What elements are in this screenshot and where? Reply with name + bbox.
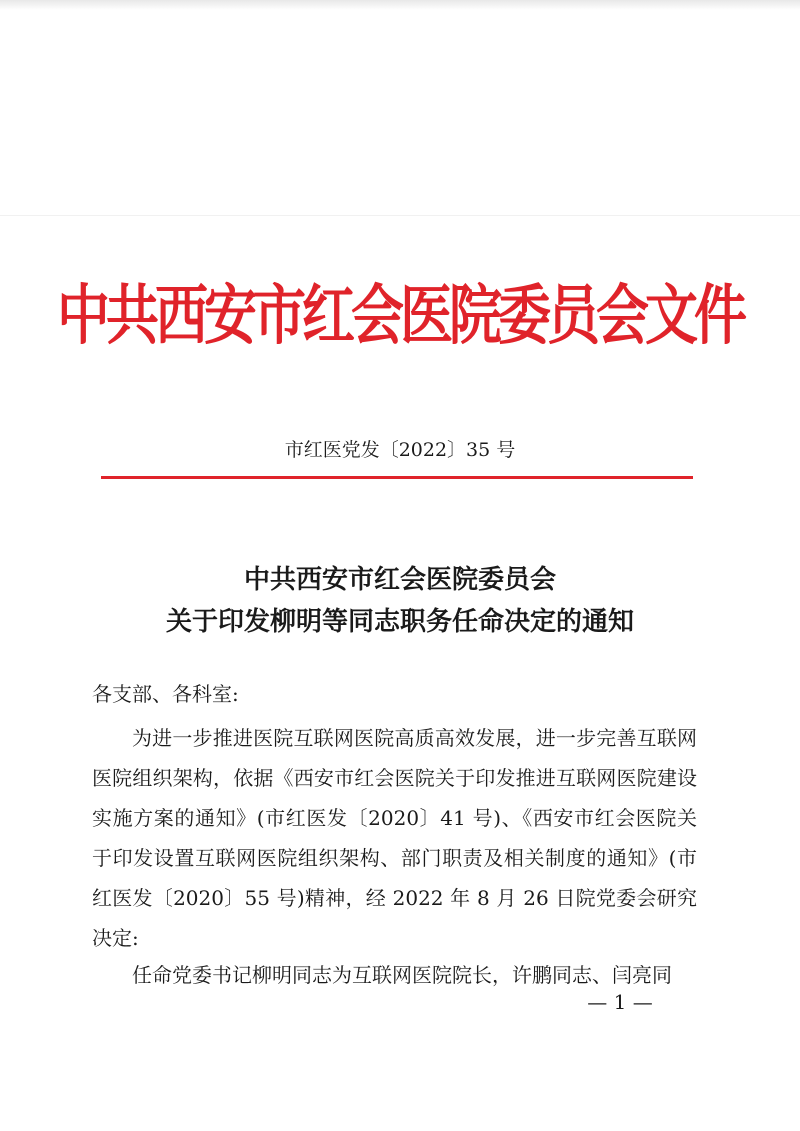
red-header-title: 中共西安市红会医院委员会文件 — [57, 278, 743, 354]
page-number: — 1 — — [587, 990, 653, 1014]
red-divider-line — [101, 476, 693, 479]
salutation: 各支部、各科室: — [92, 682, 239, 706]
body-paragraph: 任命党委书记柳明同志为互联网医院院长，许鹏同志、闫亮同 — [132, 963, 672, 987]
page-fold-line — [0, 215, 800, 216]
document-title-line-2: 关于印发柳明等同志职务任命决定的通知 — [165, 607, 634, 637]
document-title-line-1: 中共西安市红会医院委员会 — [243, 565, 556, 595]
body-paragraph: 为进一步推进医院互联网医院高质高效发展，进一步完善互联网医院组织架构，依据《西安市红会医院关于印发推进互联网医院建设实施方案的通知》(市红医发〔2020〕41 号)、《西安市红会医院关于印发设置互联网医院组织架构、部门职责及相关制度的通知》(市红医发〔2020〕55 号)精神，经 2022 年 8 月 26 日院党委会研究决定: — [92, 726, 697, 950]
document-number: 市红医党发〔2022〕35 号 — [284, 439, 516, 461]
scan-edge-shadow — [0, 0, 800, 10]
